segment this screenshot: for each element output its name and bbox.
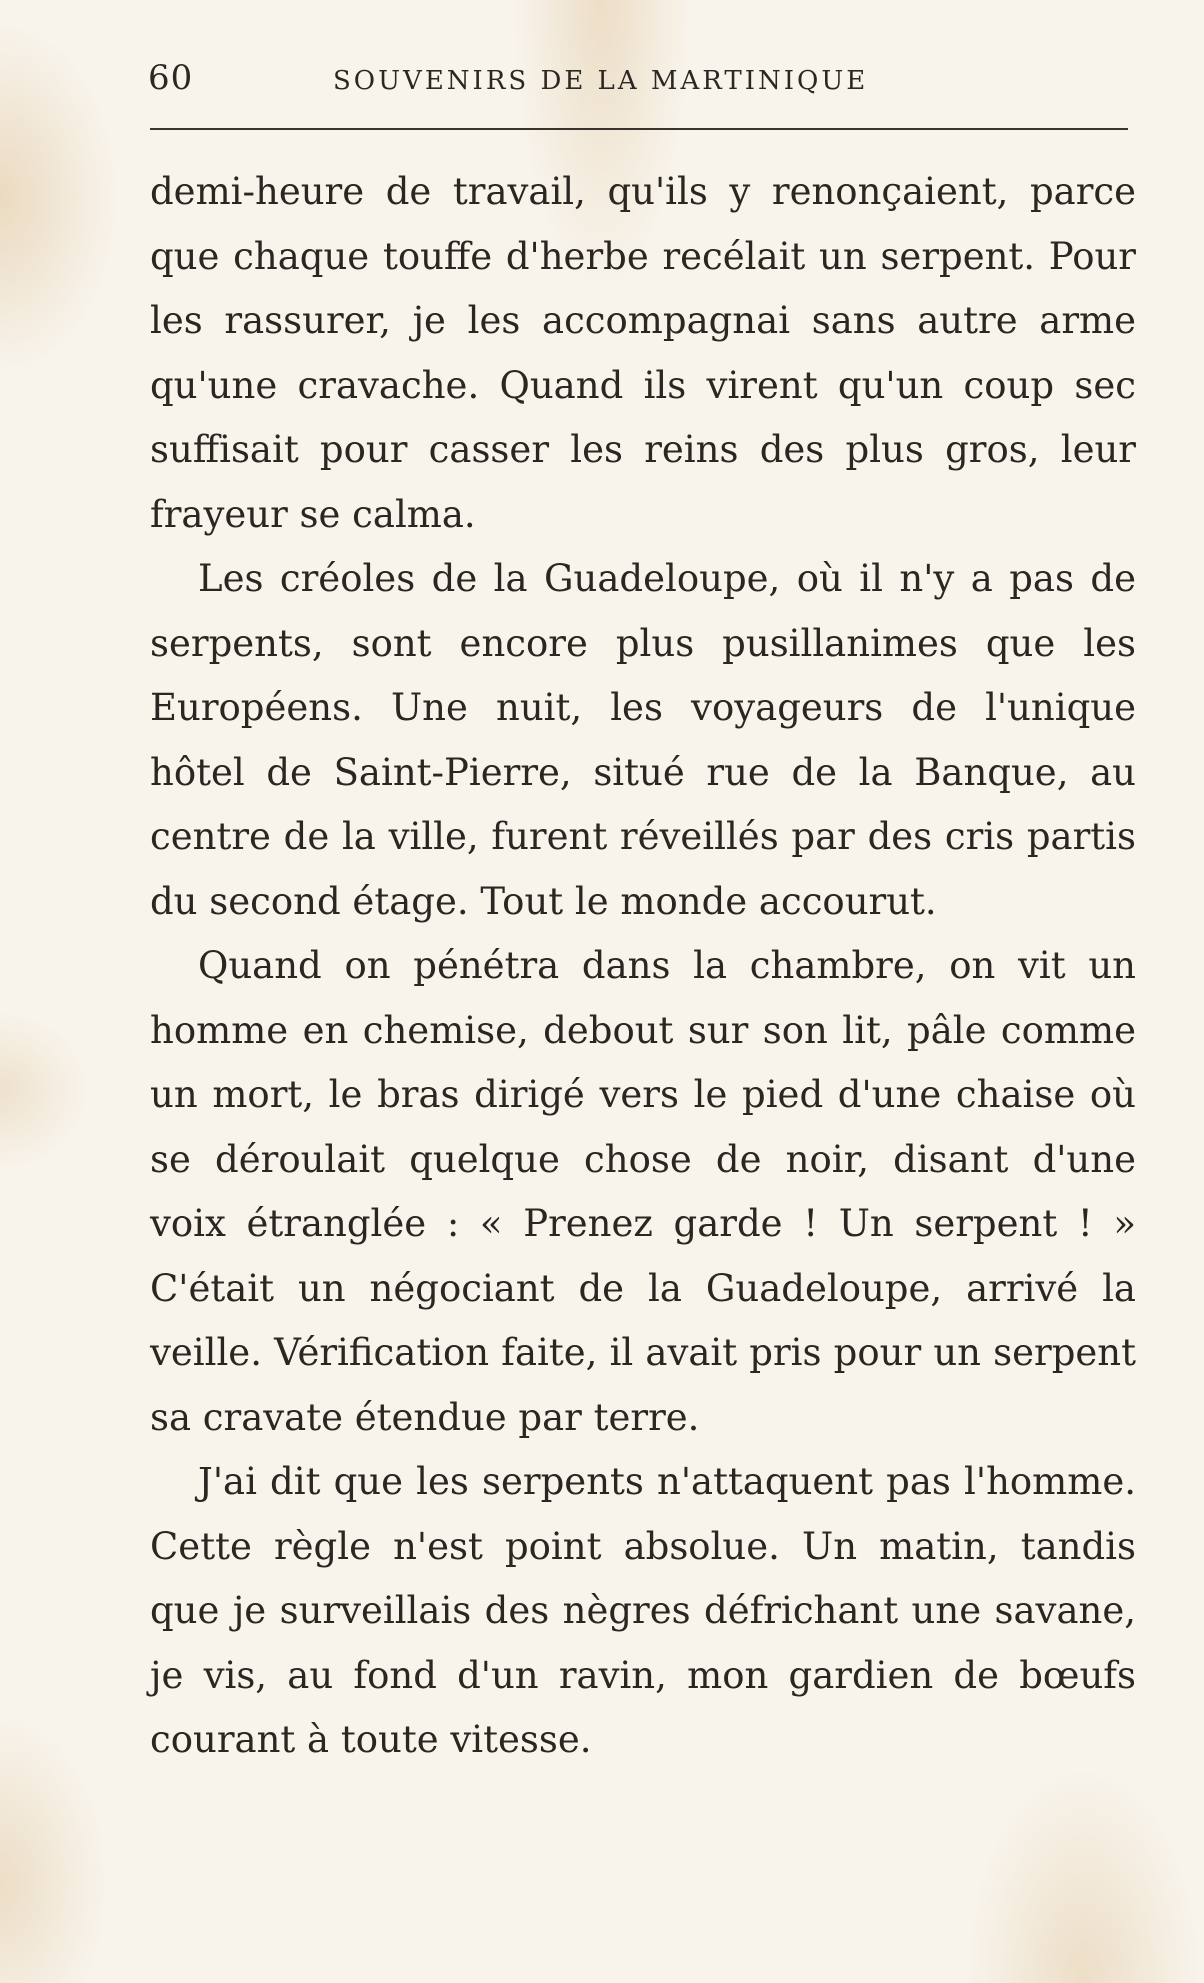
paragraph-2: Les créoles de la Guadeloupe, où il n'y a pas de serpents, sont encore plus pusillanimes que les Européens. Une nuit, les voyageurs de l'unique hôtel de Saint-Pierre, situé rue de la Banque, au centre de la ville, furent réveillés par des cris partis du second étage. Tout le monde accourut. <box>150 557 1136 923</box>
header-rule <box>150 128 1128 130</box>
paragraph-1: demi-heure de travail, qu'ils y renonçaient, parce que chaque touffe d'herbe recélait un serpent. Pour les rassurer, je les accompagnai sans autre arme qu'une cravache. Quand ils virent qu'un coup sec suffisait pour casser les reins des plus gros, leur frayeur se calma. <box>150 170 1136 536</box>
paragraph-4: J'ai dit que les serpents n'attaquent pas l'homme. Cette règle n'est point absolue. Un matin, tandis que je surveillais des nègres défrichant une savane, je vis, au fond d'un ravin, mon gardien de bœufs courant à toute vitesse. <box>150 1460 1136 1761</box>
paragraph-3: Quand on pénétra dans la chambre, on vit un homme en chemise, debout sur son lit, pâle comme un mort, le bras dirigé vers le pied d'une chaise où se déroulait quelque chose de noir, disant d'une voix étranglée : « Prenez garde ! Un serpent ! » C'était un négociant de la Guadeloupe, arrivé la veille. Vérification faite, il avait pris pour un serpent sa cravate étendue par terre. <box>150 944 1136 1439</box>
page-header <box>148 58 1128 108</box>
body-text <box>150 160 1136 1773</box>
page-number: 60 <box>148 58 194 98</box>
running-title: SOUVENIRS DE LA MARTINIQUE <box>333 66 869 96</box>
